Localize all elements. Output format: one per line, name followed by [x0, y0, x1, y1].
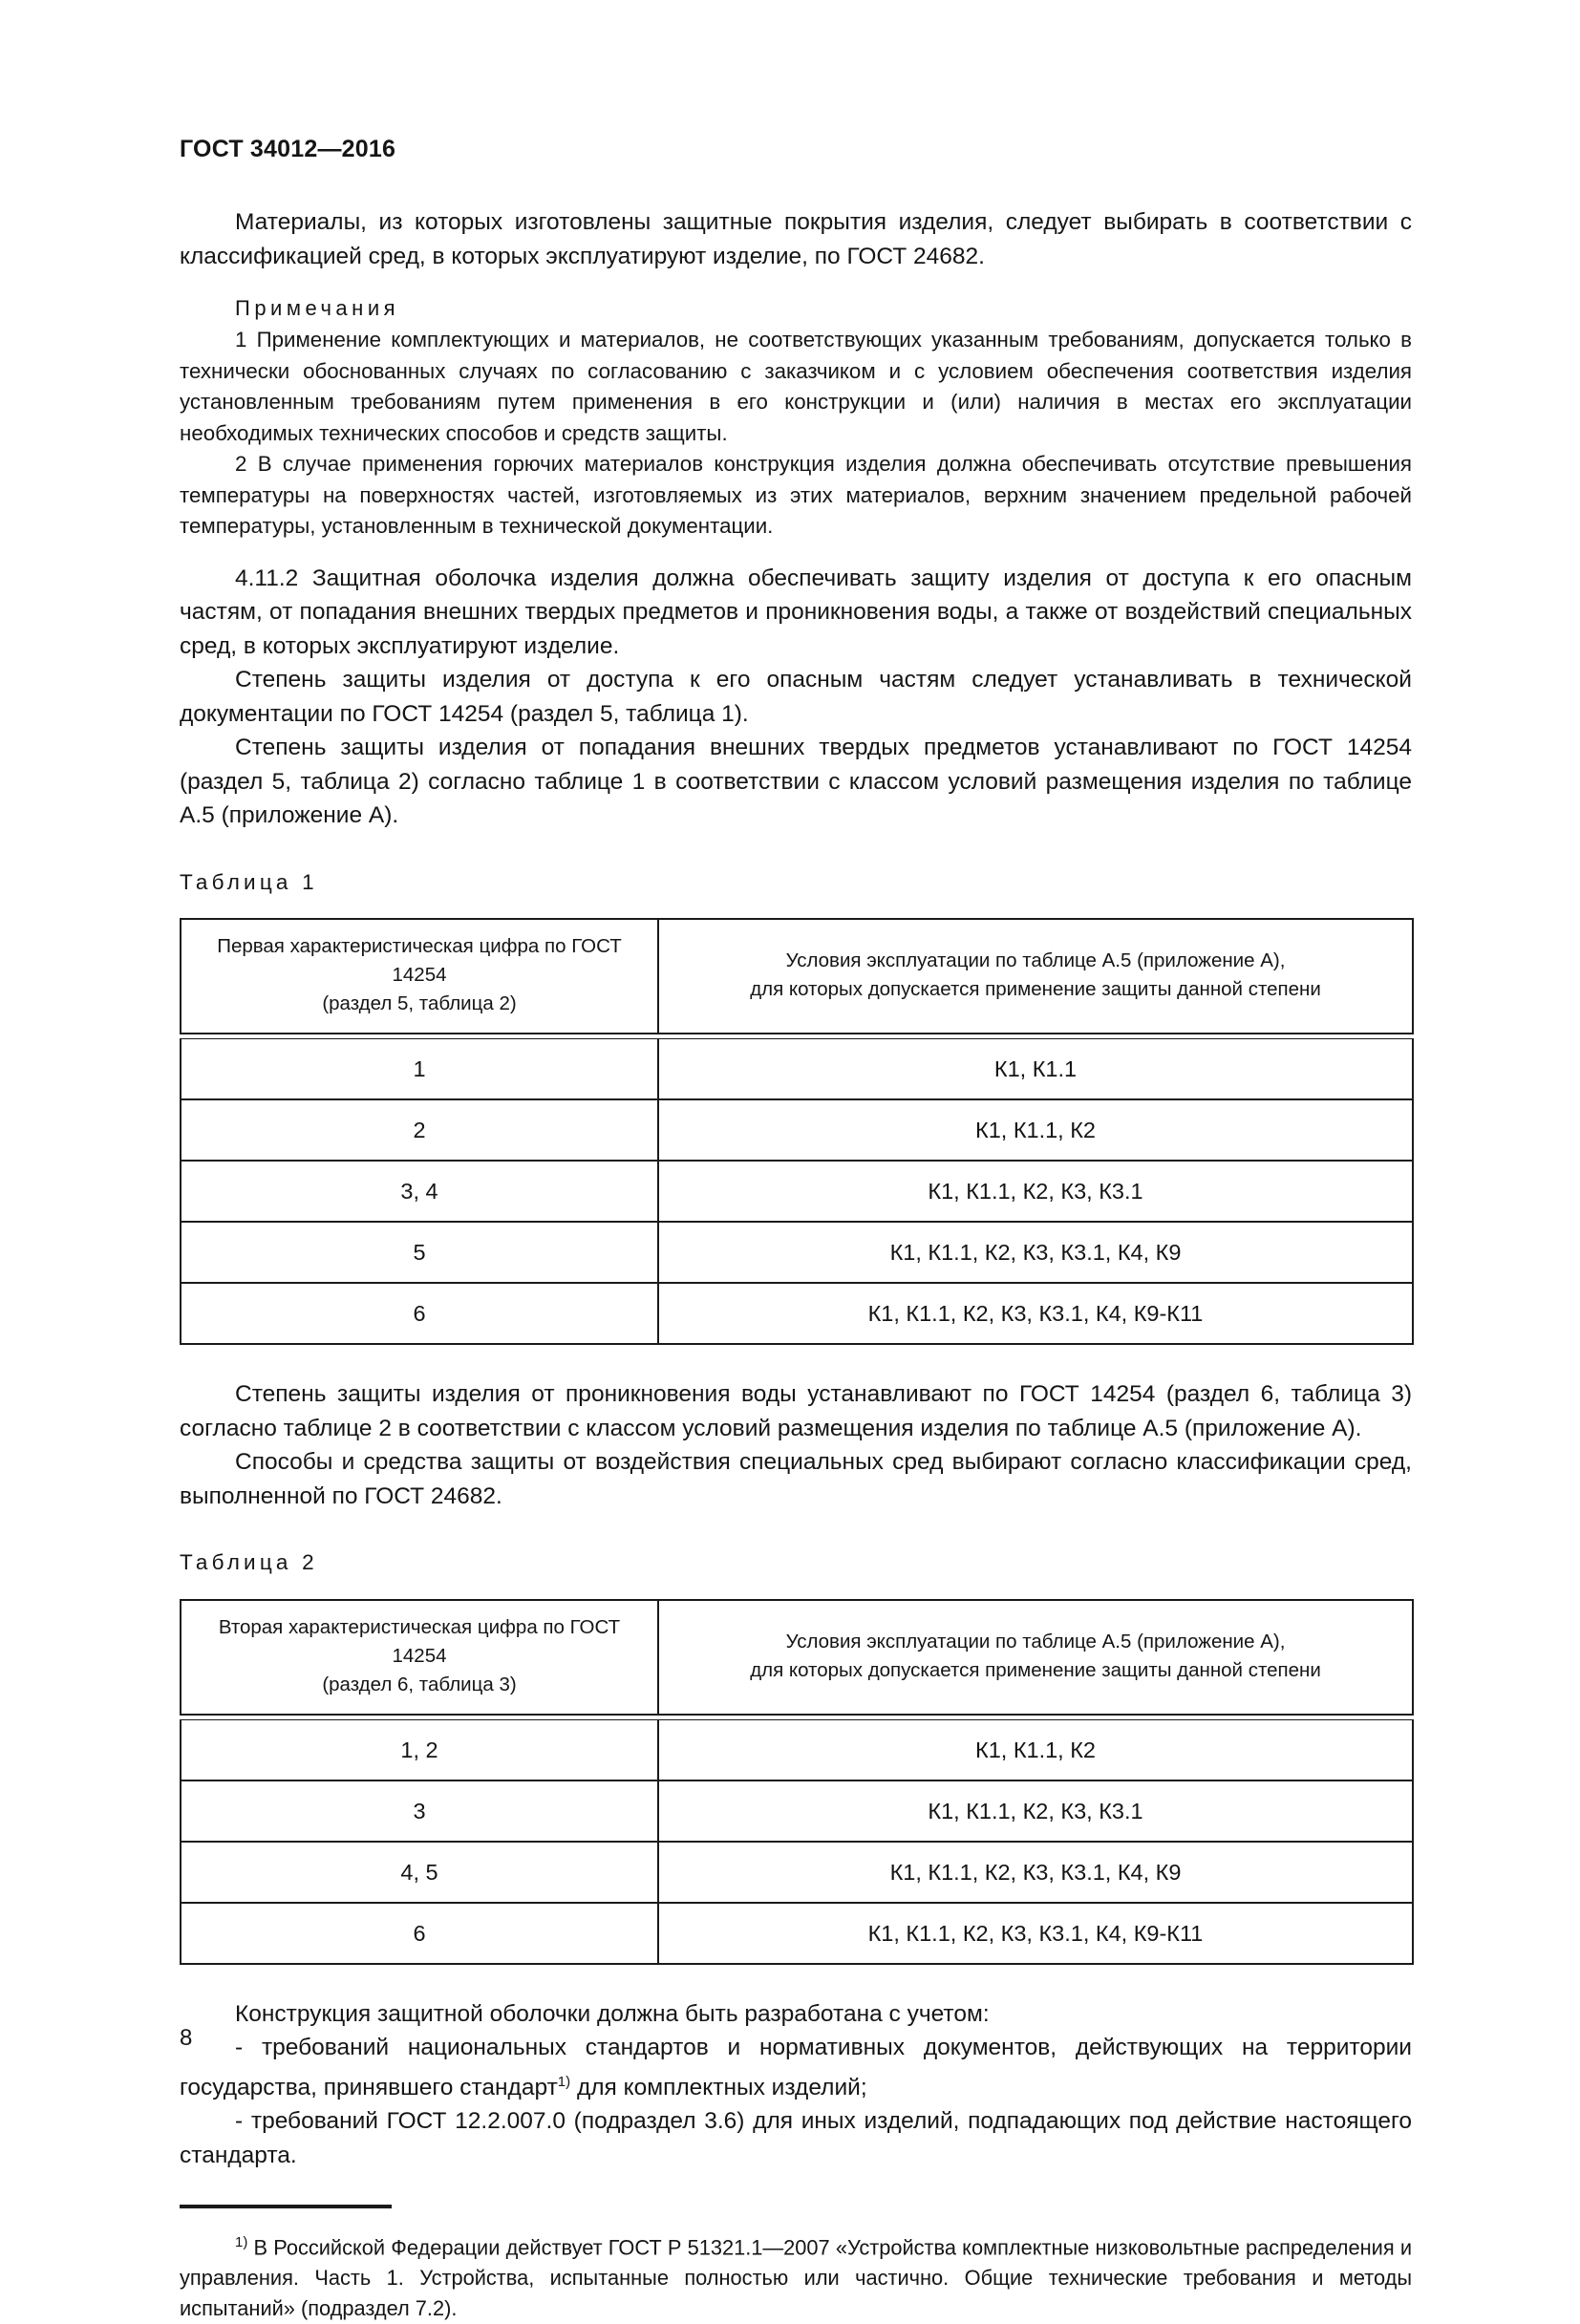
bullet-1-text-before: - требований национальных стандартов и нормативных документов, действующих на территории государства, принявшего стандарт [180, 2035, 1412, 2100]
spacer [180, 1513, 1412, 1546]
table-cell-digit: 3 [181, 1780, 658, 1842]
table-cell-digit: 1, 2 [181, 1719, 658, 1780]
table-cell-digit: 6 [181, 1903, 658, 1964]
table-cell-conditions: К1, К1.1, К2, К3, К3.1, К4, К9 [658, 1842, 1413, 1903]
notes-heading: Примечания [235, 296, 400, 320]
header-line-2: (раздел 6, таблица 3) [322, 1673, 517, 1695]
table-row [181, 1903, 1413, 1964]
table-row [181, 1283, 1413, 1344]
table-1-head [181, 919, 1413, 1039]
table-cell-conditions: К1, К1.1, К2, К3, К3.1, К4, К9-К11 [658, 1903, 1413, 1964]
footnote-text: В Российской Федерации действует ГОСТ Р 51321.1—2007 «Устройства комплектные низковольтные распределения и управления. Часть 1. Устройства, испытанные полностью или частично. Общие технические требования и методы испытаний» (подраздел 7.2). [180, 2235, 1412, 2321]
table-cell-digit: 4, 5 [181, 1842, 658, 1903]
spacer [180, 2172, 1412, 2205]
spacer [180, 543, 1412, 562]
footnote-1 [180, 2228, 1412, 2324]
table-cell-conditions: К1, К1.1, К2 [658, 1719, 1413, 1780]
note-2: 2 В случае применения горючих материалов конструкция изделия должна обеспечивать отсутствие превышения температуры на поверхностях частей, изготовляемых из этих материалов, верхним значением предельной рабочей температуры, установленным в технической документации. [180, 452, 1412, 538]
table-row [181, 1039, 1413, 1100]
header-line-1: Вторая характеристическая цифра по ГОСТ 14254 [218, 1615, 621, 1667]
note-1: 1 Применение комплектующих и материалов, не соответствующих указанным требованиям, допускается только в технически обоснованных случаях по согласованию с заказчиком и с условием обеспечения соответствия изделия установленным требованиям путем применения в его конструкции и (или) наличия в местах его эксплуатации необходимых технических способов и средств защиты. [180, 328, 1412, 445]
table-cell-digit: 1 [181, 1039, 658, 1100]
header-line-2: (раздел 5, таблица 2) [322, 992, 517, 1014]
bullet-item-2: - требований ГОСТ 12.2.007.0 (подраздел 3.6) для иных изделий, подпадающих под действие настоящего стандарта. [180, 2108, 1412, 2168]
header-line-2: для которых допускается применение защиты данной степени [750, 978, 1321, 1000]
page-header: ГОСТ 34012—2016 [180, 136, 396, 162]
table-1-caption: Таблица 1 [180, 869, 318, 894]
table-1 [180, 918, 1414, 1345]
table-1-col-header-1 [181, 919, 658, 1034]
spacer [180, 833, 1412, 865]
table-1-body [181, 1039, 1413, 1345]
table-cell-digit: 2 [181, 1099, 658, 1161]
header-line-1: Условия эксплуатации по таблице А.5 (приложение А), [785, 949, 1286, 971]
spacer [180, 1580, 1412, 1599]
table-cell-conditions: К1, К1.1 [658, 1039, 1413, 1100]
paragraph-access-protection: Степень защиты изделия от доступа к его опасным частям следует устанавливать в технической документации по ГОСТ 14254 (раздел 5, таблица 1). [180, 667, 1412, 727]
paragraph-enclosure-design: Конструкция защитной оболочки должна быть разработана с учетом: [235, 2000, 990, 2027]
table-row [181, 1842, 1413, 1903]
paragraph-solid-objects: Степень защиты изделия от попадания внешних твердых предметов устанавливают по ГОСТ 14254 (раздел 5, таблица 2) согласно таблице 1 в соответствии с классом условий размещения изделия по таблице А.5 (приложение А). [180, 735, 1412, 828]
header-line-1: Первая характеристическая цифра по ГОСТ 14254 [217, 935, 622, 986]
intro-paragraph: Материалы, из которых изготовлены защитные покрытия изделия, следует выбирать в соответствии с классификацией сред, в которых эксплуатируют изделие, по ГОСТ 24682. [180, 209, 1412, 269]
spacer [180, 899, 1412, 918]
table-2-col-header-2 [658, 1600, 1413, 1715]
table-cell-conditions: К1, К1.1, К2 [658, 1099, 1413, 1161]
footnote-marker: 1) [235, 2234, 248, 2251]
table-2 [180, 1599, 1414, 1965]
header-line-2: для которых допускается применение защиты данной степени [750, 1658, 1321, 1681]
table-2-header-row [181, 1600, 1413, 1715]
spacer [180, 1965, 1412, 1997]
bullet-1-text-after: для комплектных изделий; [570, 2074, 867, 2100]
table-cell-digit: 3, 4 [181, 1161, 658, 1222]
table-row [181, 1222, 1413, 1283]
spacer [180, 2208, 1412, 2228]
footnote-reference-marker: 1) [557, 2073, 571, 2090]
table-2-caption: Таблица 2 [180, 1550, 318, 1574]
clause-4-11-2: 4.11.2 Защитная оболочка изделия должна обеспечивать защиту изделия от доступа к его опасным частям, от попадания внешних твердых предметов и проникновения воды, а также от воздействий специальных сред, в которых эксплуатируют изделие. [180, 565, 1412, 659]
spacer [180, 273, 1412, 284]
table-cell-digit: 5 [181, 1222, 658, 1283]
page-content [180, 205, 1412, 2324]
paragraph-special-media: Способы и средства защиты от воздействия специальных сред выбирают согласно классификации сред, выполненной по ГОСТ 24682. [180, 1449, 1412, 1509]
header-line-1: Условия эксплуатации по таблице А.5 (приложение А), [785, 1630, 1286, 1652]
table-row [181, 1099, 1413, 1161]
table-cell-conditions: К1, К1.1, К2, К3, К3.1, К4, К9-К11 [658, 1283, 1413, 1344]
table-2-body [181, 1719, 1413, 1964]
table-row [181, 1780, 1413, 1842]
table-1-header-row [181, 919, 1413, 1034]
page-number: 8 [180, 2025, 193, 2051]
table-cell-conditions: К1, К1.1, К2, К3, К3.1 [658, 1780, 1413, 1842]
bullet-item-1 [180, 2031, 1412, 2104]
table-cell-digit: 6 [181, 1283, 658, 1344]
table-cell-conditions: К1, К1.1, К2, К3, К3.1, К4, К9 [658, 1222, 1413, 1283]
table-2-col-header-1 [181, 1600, 658, 1715]
paragraph-water-ingress: Степень защиты изделия от проникновения воды устанавливают по ГОСТ 14254 (раздел 6, таблица 3) согласно таблице 2 в соответствии с классом условий размещения изделия по таблице А.5 (приложение А). [180, 1381, 1412, 1441]
table-1-col-header-2 [658, 919, 1413, 1034]
table-row [181, 1161, 1413, 1222]
spacer [180, 1345, 1412, 1377]
table-row [181, 1719, 1413, 1780]
table-cell-conditions: К1, К1.1, К2, К3, К3.1 [658, 1161, 1413, 1222]
table-2-head [181, 1600, 1413, 1720]
